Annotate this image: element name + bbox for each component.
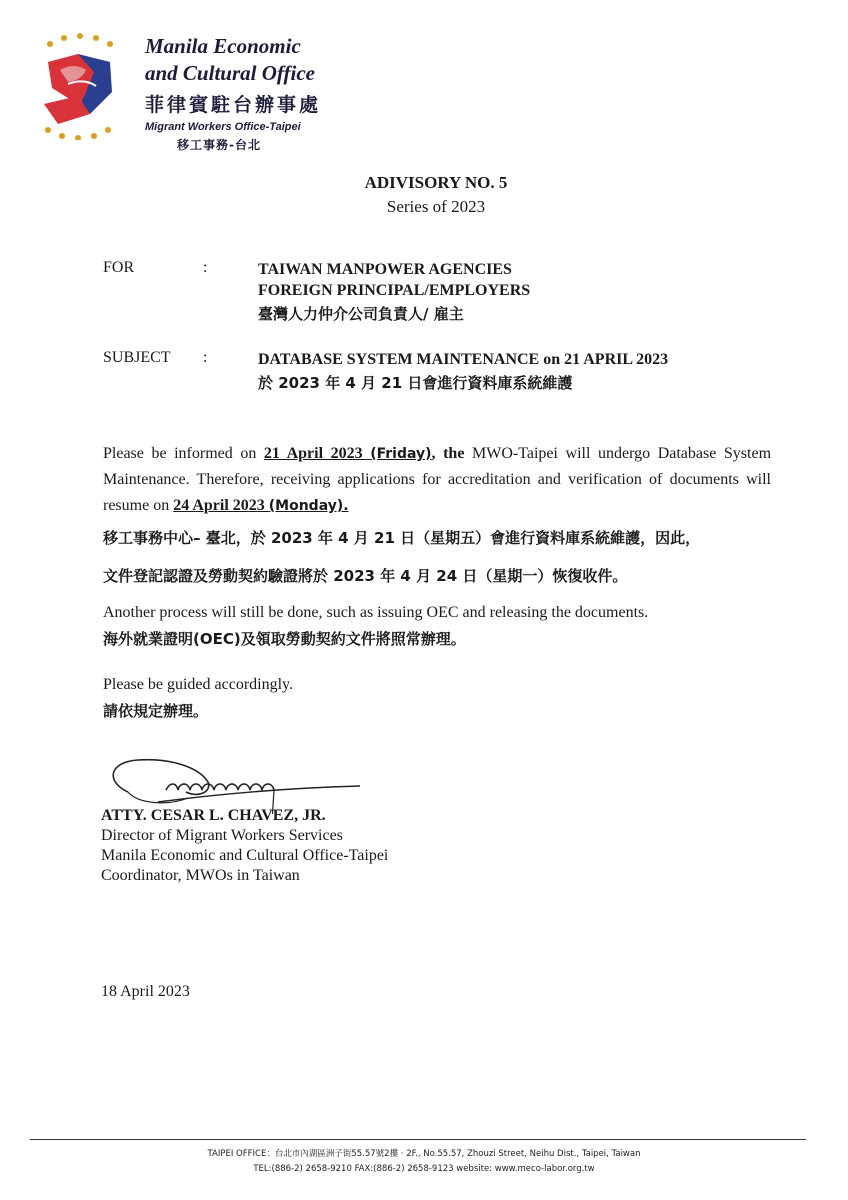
- subject-value: [258, 349, 758, 394]
- signatory-title-1: Director of Migrant Workers Services: [101, 827, 343, 844]
- paragraph-1: [103, 441, 771, 519]
- signatory-title-2: Manila Economic and Cultural Office-Taipei: [101, 847, 389, 864]
- p1-day: (Friday): [370, 446, 432, 462]
- for-colon: :: [203, 259, 208, 276]
- p1-the: , the: [431, 445, 465, 462]
- paragraph-1-zh: [103, 519, 783, 595]
- footer: [0, 1147, 848, 1177]
- advisory-title: [0, 173, 848, 217]
- advisory-series: Series of 2023: [386, 197, 486, 216]
- for-label: FOR: [103, 259, 135, 276]
- p1-date2: 24 April 2023: [173, 497, 269, 514]
- paragraph-3-zh: 請依規定辦理。: [103, 702, 209, 720]
- handwritten-signature: [98, 752, 378, 814]
- for-line2: FOREIGN PRINCIPAL/EMPLOYERS: [258, 282, 531, 299]
- p1-date: 21 April 2023: [263, 445, 371, 462]
- p1-text-a: Please be informed on: [103, 445, 264, 462]
- signatory-title-3: Coordinator, MWOs in Taiwan: [101, 867, 300, 884]
- advisory-number: ADIVISORY NO. 5: [364, 173, 508, 192]
- org-name-zh: 菲律賓駐台辦事處: [145, 94, 322, 116]
- subject-colon: :: [203, 349, 208, 366]
- meco-handshake-logo-icon: [38, 32, 120, 140]
- p1-text-b: MWO-Taipei will undergo Database System Maintenance. Therefore, receiving applications for accreditation and verification of documents will resume on: [103, 445, 772, 514]
- footer-address: TAIPEI OFFICE：台北市內湖區洲子街55.57號2樓 · 2F., No.55.57, Zhouzi Street, Neihu Dist., Taipei, Taiwan: [207, 1149, 641, 1159]
- p1-day2: (Monday).: [268, 498, 349, 514]
- for-value: [258, 259, 758, 325]
- signatory-name: ATTY. CESAR L. CHAVEZ, JR.: [101, 807, 326, 824]
- for-line1: TAIWAN MANPOWER AGENCIES: [258, 261, 512, 278]
- paragraph-2-zh: 海外就業證明(OEC)及領取勞動契約文件將照常辦理。: [103, 630, 466, 648]
- footer-contact: TEL:(886-2) 2658-9210 FAX:(886-2) 2658-9123 website: www.meco-labor.org.tw: [253, 1164, 595, 1174]
- document-date: 18 April 2023: [101, 983, 190, 1000]
- for-zh: 臺灣人力仲介公司負責人/ 雇主: [258, 305, 464, 323]
- subject-zh: 於 2023 年 4 月 21 日會進行資料庫系統維護: [258, 374, 573, 392]
- footer-divider: [30, 1139, 806, 1140]
- org-name-en-line1: Manila Economic: [145, 34, 301, 58]
- letterhead: [145, 33, 445, 153]
- paragraph-2: Another process will still be done, such as issuing OEC and releasing the documents.: [103, 604, 649, 621]
- office-name-zh: 移工事務-台北: [177, 138, 261, 152]
- org-name-en-line2: and Cultural Office: [145, 61, 315, 85]
- subject-label: SUBJECT: [103, 349, 171, 366]
- signatory-block: [101, 806, 388, 886]
- subject-en: DATABASE SYSTEM MAINTENANCE on 21 APRIL 2023: [258, 351, 669, 368]
- p1-zh-line1: 移工事務中心– 臺北，於 2023 年 4 月 21 日（星期五）會進行資料庫系統維護，因此，: [103, 529, 701, 547]
- office-name-en: Migrant Workers Office-Taipei: [145, 121, 301, 133]
- paragraph-3: Please be guided accordingly.: [103, 676, 294, 693]
- p1-zh-line2: 文件登記認證及勞動契約驗證將於 2023 年 4 月 24 日（星期一）恢復收件。: [103, 567, 628, 585]
